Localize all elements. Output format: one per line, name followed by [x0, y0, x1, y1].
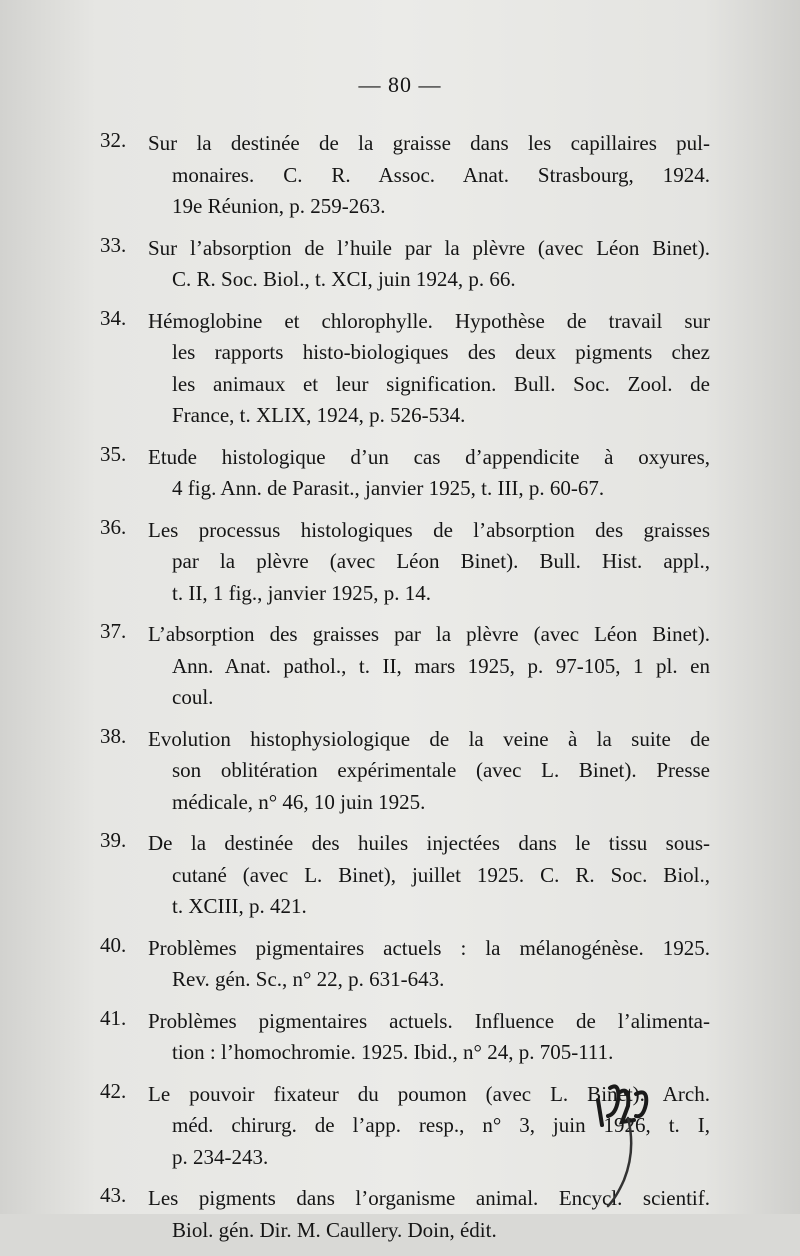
entry-line: France, t. XLIX, 1924, p. 526-534. — [172, 403, 466, 427]
entry-line: les animaux et leur signification. Bull. Soc. Zool. de — [172, 371, 710, 396]
bibliography-entry — [100, 724, 710, 819]
bibliography-entry — [100, 442, 710, 505]
entry-line: Problèmes pigmentaires actuels. Influence de l’alimenta- — [148, 1008, 710, 1033]
entry-line: tion : l’homochromie. 1925. Ibid., n° 24, p. 705-111. — [172, 1040, 614, 1064]
entry-line: t. II, 1 fig., janvier 1925, p. 14. — [172, 580, 431, 605]
bibliography-entry — [100, 128, 710, 223]
entry-number: 40. — [100, 932, 127, 957]
entry-line: son oblitération expérimentale (avec L. Binet). Presse — [172, 758, 710, 782]
entry-number: 32. — [100, 128, 127, 152]
entry-line: méd. chirurg. de l’app. resp., n° 3, juin 1926, t. I, — [172, 1113, 710, 1137]
entry-line: Evolution histophysiologique de la veine à la suite de — [148, 726, 710, 751]
entry-number: 42. — [100, 1078, 127, 1103]
entry-number: 37. — [100, 619, 127, 643]
entry-number: 33. — [100, 232, 127, 257]
entry-line: t. XCIII, p. 421. — [172, 894, 307, 918]
entry-number: 38. — [100, 723, 127, 748]
entry-number: 35. — [100, 441, 127, 466]
bibliography-entry — [100, 233, 710, 296]
entry-line: Problèmes pigmentaires actuels : la mélanogénèse. 1925. — [148, 935, 710, 960]
entry-number: 39. — [100, 828, 127, 852]
entry-line: Les pigments dans l’organisme animal. Encycl. scientif. — [148, 1186, 710, 1210]
entry-number: 41. — [100, 1005, 127, 1030]
bibliography-entry — [100, 933, 710, 996]
entry-line: par la plèvre (avec Léon Binet). Bull. Hist. appl., — [172, 549, 710, 573]
entry-line: Biol. gén. Dir. M. Caullery. Doin, édit. — [172, 1217, 497, 1242]
bibliography-entry — [100, 1006, 710, 1069]
entry-line: Rev. gén. Sc., n° 22, p. 631-643. — [172, 967, 445, 991]
entry-line: Sur l’absorption de l’huile par la plèvre (avec Léon Binet). — [148, 235, 710, 260]
page-number: — 80 — — [358, 72, 442, 97]
entry-line: Hémoglobine et chlorophylle. Hypothèse de travail sur — [148, 308, 710, 333]
entry-line: Le pouvoir fixateur du poumon (avec L. Binet). Arch. — [148, 1081, 710, 1106]
entry-line: De la destinée des huiles injectées dans le tissu sous- — [148, 831, 710, 855]
entry-line: L’absorption des graisses par la plèvre (avec Léon Binet). — [148, 622, 710, 646]
entry-line: 19e Réunion, p. 259-263. — [172, 194, 386, 218]
entry-line: Ann. Anat. pathol., t. II, mars 1925, p. 97-105, 1 pl. en — [172, 653, 710, 678]
entry-number: 43. — [100, 1183, 127, 1207]
bibliography-entry — [100, 515, 710, 610]
entry-number: 36. — [100, 514, 127, 539]
entry-line: C. R. Soc. Biol., t. XCI, juin 1924, p. 66. — [172, 267, 516, 291]
bibliography-entry — [100, 619, 710, 714]
entry-line: Les processus histologiques de l’absorption des graisses — [148, 517, 710, 542]
bibliography-entry — [100, 306, 710, 432]
entry-line: monaires. C. R. Assoc. Anat. Strasbourg, 1924. — [172, 162, 710, 187]
entry-line: les rapports histo-biologiques des deux pigments chez — [172, 340, 710, 364]
entry-line: Etude histologique d’un cas d’appendicite à oxyures, — [148, 444, 710, 469]
entry-line: coul. — [172, 685, 214, 709]
entry-line: 4 fig. Ann. de Parasit., janvier 1925, t. III, p. 60-67. — [172, 476, 605, 500]
bibliography-entry — [100, 828, 710, 923]
entry-line: p. 234-243. — [172, 1144, 269, 1169]
entry-line: médicale, n° 46, 10 juin 1925. — [172, 789, 426, 814]
handwritten-year-annotation — [588, 1070, 668, 1210]
entry-line: Sur la destinée de la graisse dans les capillaires pul- — [148, 131, 710, 155]
entry-number: 34. — [100, 305, 127, 330]
entry-line: cutané (avec L. Binet), juillet 1925. C. R. Soc. Biol., — [172, 862, 710, 887]
